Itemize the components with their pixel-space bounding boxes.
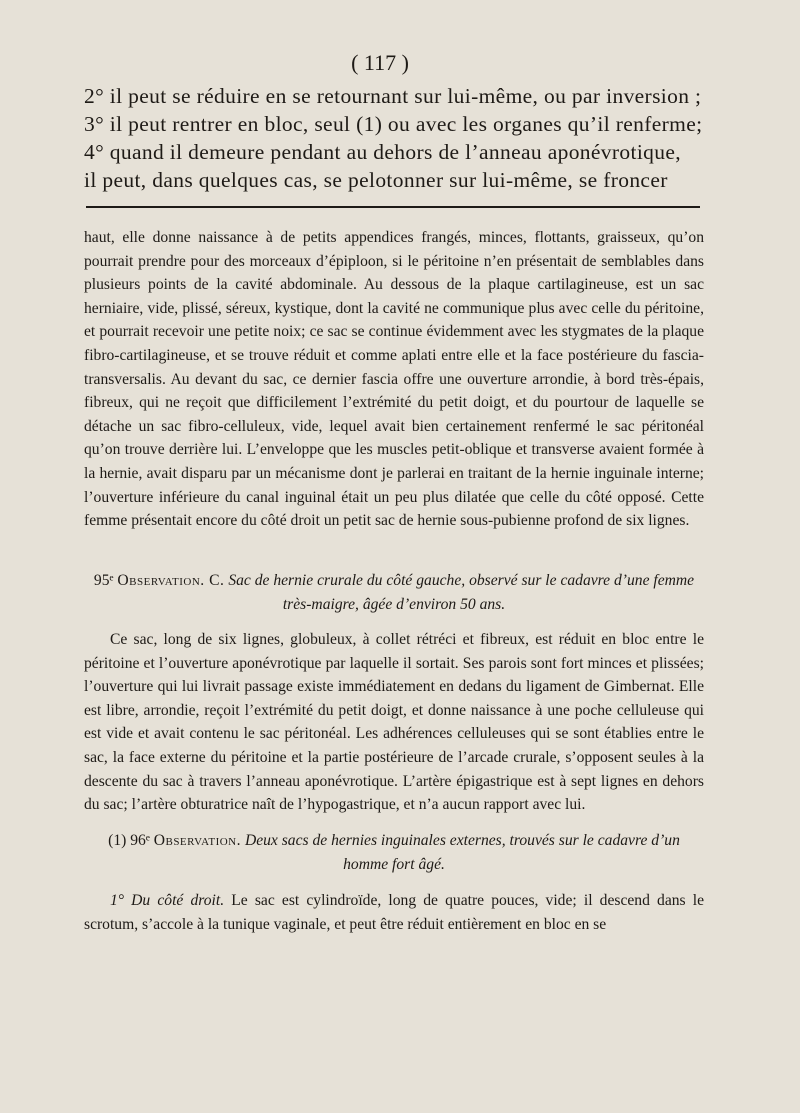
observation-title: Sac de hernie crurale du côté gauche, observé sur le cadavre d’une femme très-maigre, âgée d’environ 50 ans. bbox=[228, 572, 695, 613]
observation-number: 95ᵉ bbox=[93, 572, 114, 589]
observation-95-body: Ce sac, long de six lignes, globuleux, à collet rétréci et fibreux, est réduit en bloc entre le péritoine et l’ouverture aponévrotique par laquelle il sortait. Ses parois sont fort minces et plissées; l’ouverture qui lui livrait passage existe immédiatement en dedans du ligament de Gimbernat. Elle est libre, arrondie, reçoit l’extrémité du petit doigt, et donne naissance à une poche celluleuse qui est vide et avait contenu le sac péritonéal. Les adhérences celluleuses qui se sont établies entre le sac, la face externe du péritoine et la partie postérieure de l’arcade crurale, s’opposent seules à la descente du sac à travers l’anneau aponévrotique. L’artère épigastrique est à sept lignes en dehors du sac; l’artère obturatrice naît de l’hypogastrique, et n’a aucun rapport avec lui. bbox=[84, 631, 704, 814]
observation-number: 96ᵉ bbox=[130, 832, 150, 849]
footnote-separator-rule bbox=[86, 206, 700, 208]
observation-label: Observation. bbox=[153, 832, 242, 849]
main-text-line: 2° il peut se réduire en se retournant sur lui-même, ou par inversion ; bbox=[84, 84, 702, 108]
page-number: ( 117 ) bbox=[351, 50, 409, 75]
main-text-line: 4° quand il demeure pendant au dehors de l’anneau aponévrotique, bbox=[84, 140, 681, 164]
footnote-paragraph: haut, elle donne naissance à de petits appendices frangés, minces, flottants, graisseux, qu’on pourrait prendre pour des morceaux d’épiploon, si le péritoine n’en présentait de semblables dans plusieurs points de la cavité abdominale. Au dessous de la plaque cartilagineuse, est un sac herniaire, vide, plissé, séreux, kystique, dont la cavité ne communique plus avec celle du péritoine, et pourrait recevoir une petite noix; ce sac se continue évidemment avec les stygmates de la plaque fibro-cartilagineuse, et se trouve réduit et comme aplati entre elle et la face postérieure du fascia-transversalis. Au devant du sac, ce dernier fascia offre une ouverture arrondie, à bord très-épais, fibreux, qui ne reçoit que difficilement l’extrémité du petit doigt, et du pourtour de laquelle se détache un sac fibro-celluleux, vide, lequel avait bien certainement renfermé le sac péritonéal qu’on trouve derrière lui. L’enveloppe que les muscles petit-oblique et transverse avaient formée à la hernie, avait disparu par un mécanisme dont je parlerai en traitant de la hernie inguinale interne; l’ouverture inférieure du canal inguinal était un peu plus dilatée que celle du côté opposé. Cette femme présentait encore du côté droit un petit sac de hernie sous-pubienne profond de six lignes. bbox=[84, 229, 704, 530]
main-text-line: 3° il peut rentrer en bloc, seul (1) ou avec les organes qu’il renferme; bbox=[84, 112, 703, 136]
observation-label: Observation. C. bbox=[117, 572, 225, 589]
main-text-line: il peut, dans quelques cas, se pelotonner sur lui-même, se froncer bbox=[84, 168, 668, 192]
main-text bbox=[84, 82, 704, 194]
observation-96-heading bbox=[84, 829, 704, 876]
body-text: Le sac est cylindroïde, long de quatre pouces, vide; il descend dans le scrotum, s’accole à la tunique vaginale, et peut être réduit entièrement en bloc en se bbox=[84, 892, 704, 933]
observation-95-heading bbox=[84, 569, 704, 616]
body-lead: 1° Du côté droit. bbox=[110, 892, 225, 909]
observation-title: Deux sacs de hernies inguinales externes, trouvés sur le cadavre d’un homme fort âgé. bbox=[244, 832, 680, 873]
observation-96-body bbox=[84, 889, 704, 936]
footnote-marker: (1) bbox=[108, 832, 127, 849]
